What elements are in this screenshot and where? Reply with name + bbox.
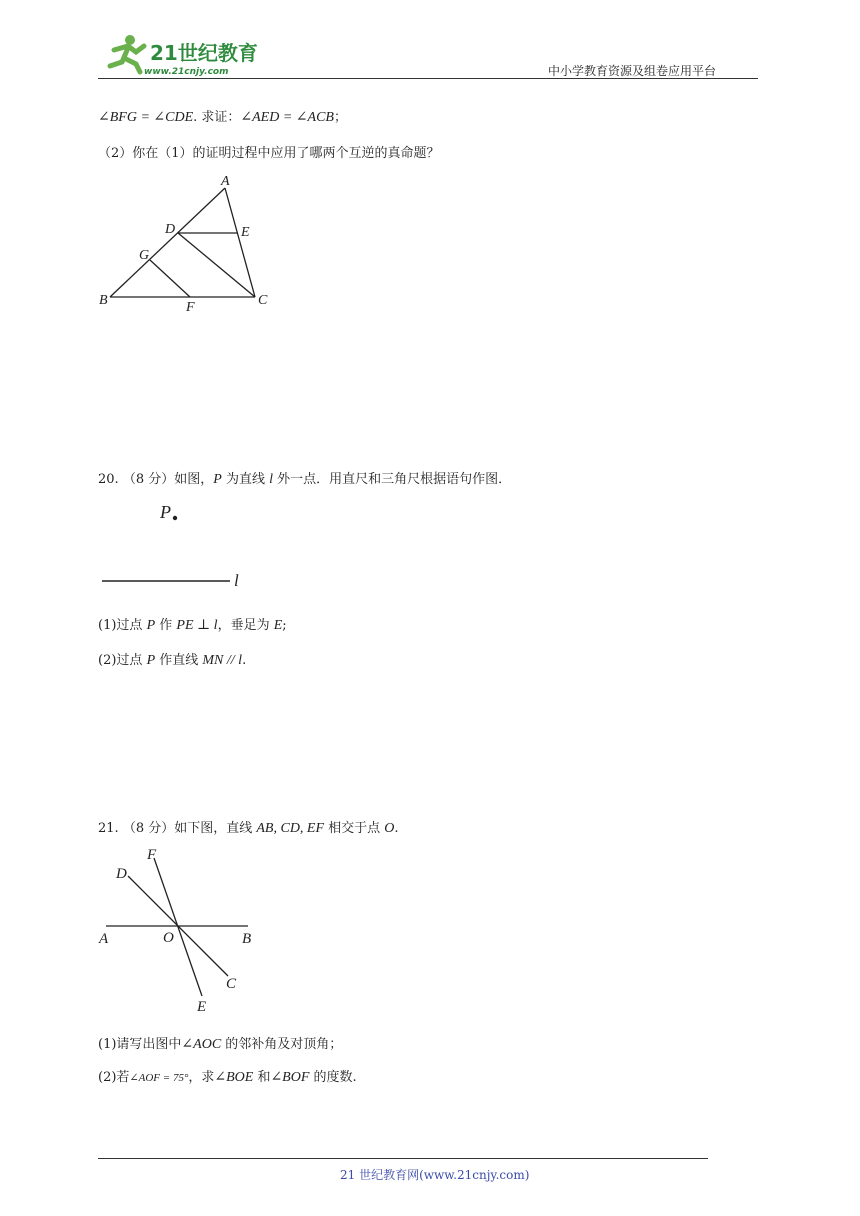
- q21-part1-angle: ∠AOC: [181, 1037, 222, 1052]
- q20-number: 20.: [98, 472, 119, 487]
- q20-part2-b: 作直线: [155, 653, 203, 668]
- side-ab: [110, 188, 225, 297]
- footer-divider: [98, 1158, 708, 1159]
- label-f: F: [147, 847, 157, 863]
- q21-part2-a: (2)若: [98, 1070, 130, 1085]
- platform-name: 中小学教育资源及组卷应用平台: [548, 64, 717, 78]
- q19-prove-angle: ∠AED = ∠ACB: [240, 110, 334, 125]
- q21-stem-a: 如下图，直线: [174, 821, 257, 836]
- q21-score: （8 分）: [122, 821, 175, 836]
- segment-gf: [150, 260, 190, 297]
- q20-part1: [98, 614, 287, 634]
- label-e: E: [197, 999, 207, 1015]
- q20-part2-parallel: MN // l: [202, 653, 243, 668]
- q21-number: 21.: [98, 821, 119, 836]
- q20-part2-c: .: [242, 653, 247, 668]
- label-b: B: [242, 931, 252, 947]
- q20-part2-a: (2)过点: [98, 653, 147, 668]
- footer-link[interactable]: 21 世纪教育网(www.21cnjy.com): [340, 1168, 530, 1182]
- q20-part1-c: ，垂足为: [217, 618, 274, 633]
- label-c: C: [226, 976, 237, 992]
- q21-part2: [98, 1066, 357, 1086]
- runner-icon: [110, 35, 144, 72]
- q19-part2: （2）你在（1）的证明过程中应用了哪两个互逆的真命题？: [98, 146, 440, 161]
- q19-given-angle: ∠BFG = ∠CDE: [98, 110, 194, 125]
- point-p: [173, 516, 177, 520]
- q20-stem: [98, 468, 511, 488]
- q21-part1-a: (1)请写出图中: [98, 1037, 182, 1052]
- q20-part2: [98, 649, 246, 669]
- line-ef: [154, 858, 202, 996]
- q20-part1-p: P: [146, 618, 156, 633]
- q19-given-line: [98, 106, 347, 126]
- q19-prove-label: . 求证：: [193, 110, 241, 125]
- label-c: C: [258, 293, 268, 308]
- q20-part1-e: E: [273, 618, 283, 633]
- logo-text: 21世纪教育: [150, 41, 258, 65]
- q21-stem-c: .: [394, 821, 399, 836]
- label-f: F: [186, 300, 195, 315]
- q20-part2-p: P: [146, 653, 156, 668]
- q21-part2-given: ∠AOF = 75°: [129, 1072, 189, 1084]
- q20-stem-text-a: 如图，: [174, 472, 214, 487]
- q20-figure: [96, 498, 266, 598]
- q21-part1-b: 的邻补角及对顶角；: [221, 1037, 343, 1052]
- q19-triangle-figure: [90, 168, 290, 318]
- q21-part2-angle-boe: ∠BOE: [214, 1070, 254, 1085]
- q20-part1-perp: PE ⊥ l: [176, 618, 218, 633]
- site-logo: [92, 28, 262, 78]
- q21-stem: [98, 817, 399, 837]
- q20-part1-b: 作: [155, 618, 177, 633]
- q21-figure: [92, 842, 272, 1017]
- q19-semicolon: ；: [333, 110, 347, 125]
- label-b: B: [99, 293, 108, 308]
- q21-part2-b: ，求: [188, 1070, 215, 1085]
- logo-url: www.21cnjy.com: [144, 67, 229, 77]
- header-divider: [98, 78, 758, 79]
- label-d: D: [165, 222, 176, 237]
- q21-part2-angle-bof: ∠BOF: [270, 1070, 310, 1085]
- label-g: G: [139, 248, 150, 263]
- segment-dc: [178, 233, 255, 297]
- label-e: E: [241, 225, 250, 240]
- label-d: D: [116, 866, 127, 882]
- q20-part1-d: ;: [282, 618, 287, 633]
- line-l-label: l: [234, 571, 239, 590]
- q20-stem-text-b: 为直线: [221, 472, 270, 487]
- label-o: O: [163, 930, 174, 946]
- q21-stem-b: 相交于点: [324, 821, 385, 836]
- q20-score: （8 分）: [122, 472, 175, 487]
- q20-point-p: P: [213, 472, 222, 487]
- point-p-label: P: [160, 502, 171, 522]
- q20-part1-a: (1)过点: [98, 618, 147, 633]
- q21-point-o: O: [384, 821, 395, 836]
- q21-part2-c: 和: [253, 1070, 271, 1085]
- label-a: A: [221, 174, 230, 189]
- side-ac: [225, 188, 255, 297]
- q21-part1: [98, 1033, 342, 1053]
- label-a: A: [99, 931, 109, 947]
- q20-line-l: l: [269, 472, 273, 487]
- q20-stem-text-c: 外一点．用直尺和三角尺根据语句作图．: [272, 472, 512, 487]
- q21-lines: AB, CD, EF: [256, 821, 325, 836]
- q21-part2-d: 的度数.: [309, 1070, 357, 1085]
